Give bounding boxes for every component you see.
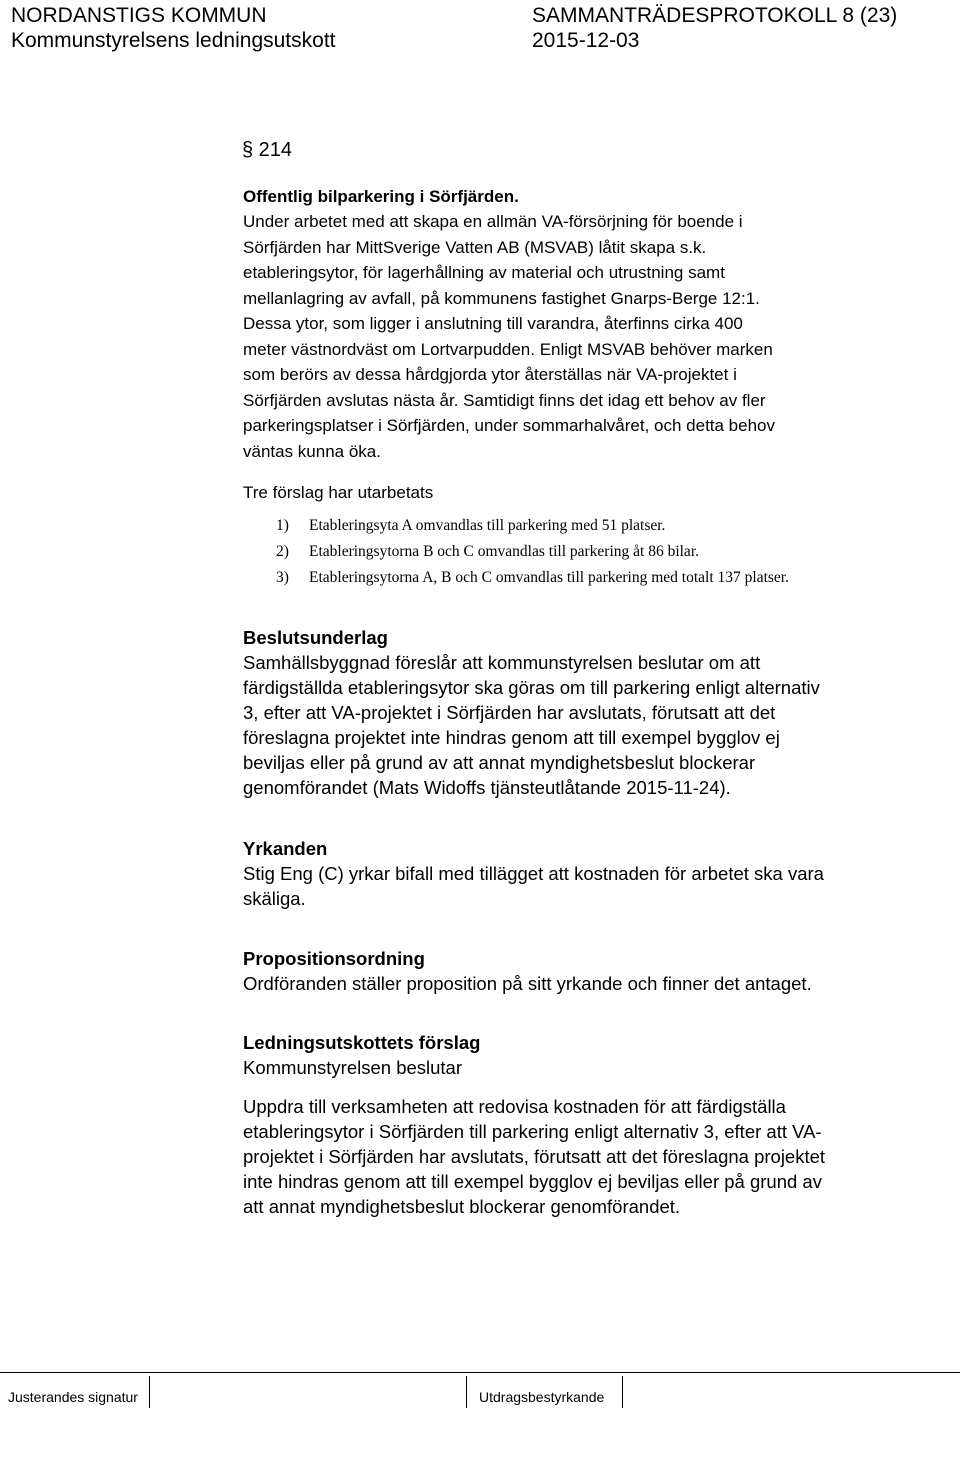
forslag-decision [243,1094,943,1219]
intro-line: Sörfjärden har MittSverige Vatten AB (MSVAB) låtit skapa s.k. [243,237,707,257]
proposals-heading: Tre förslag har utarbetats [243,483,434,502]
protocol-label: SAMMANTRÄDESPROTOKOLL [532,4,837,27]
list-item-number: 3) [276,569,289,586]
text-line: föreslagna projektet inte hindras genom att till exempel bygglov ej [243,727,780,748]
propositionsordning-heading: Propositionsordning [243,948,425,969]
intro-line: Under arbetet med att skapa en allmän VA-försörjning för boende i [243,212,743,231]
text-line: Ordföranden ställer proposition på sitt yrkande och finner det antaget. [243,973,812,994]
committee-name: Kommunstyrelsens ledningsutskott [11,29,336,52]
proposals-list [276,513,789,591]
text-line: Stig Eng (C) yrkar bifall med tillägget att kostnaden för arbetet ska vara [243,863,824,884]
page-number: 8 (23) [842,4,898,27]
list-item-number: 2) [276,543,289,560]
section-title: Offentlig bilparkering i Sörfjärden. [243,187,519,206]
list-item-number: 1) [276,517,289,534]
text-line: att annat myndighetsbeslut blockerar genomförandet. [243,1196,681,1217]
forslag-section [243,1030,943,1080]
list-item-text: Etableringsyta A omvandlas till parkering med 51 platser. [309,517,666,534]
extract-box [622,1376,623,1408]
intro-line: meter västnordväst om Lortvarpudden. Enligt MSVAB behöver marken [243,339,773,359]
text-line: Samhällsbyggnad föreslår att kommunstyrelsen beslutar om att [243,652,761,673]
footer-separator [466,1376,467,1408]
intro-line: väntas kunna öka. [243,441,381,461]
intro-text [243,209,938,464]
list-item [276,565,789,591]
list-item-text: Etableringsytorna B och C omvandlas till parkering åt 86 bilar. [309,543,699,560]
intro-line: mellanlagring av avfall, på kommunens fastighet Gnarps-Berge 12:1. [243,288,760,308]
text-line: genomförandet (Mats Widoffs tjänsteutlåtande 2015-11-24). [243,777,731,798]
list-item [276,539,789,565]
text-line: beviljas eller på grund av att annat myndighetsbeslut blockerar [243,752,756,773]
footer-divider [0,1372,960,1373]
intro-line: Dessa ytor, som ligger i anslutning till varandra, återfinns cirka 400 [243,314,743,333]
text-line: 3, efter att VA-projektet i Sörfjärden har avslutats, förutsatt att det [243,702,776,723]
intro-line: Sörfjärden avslutas nästa år. Samtidigt finns det idag ett behov av fler [243,390,766,410]
list-item [276,513,789,539]
text-line: inte hindras genom att till exempel bygglov ej beviljas eller på grund av [243,1171,822,1192]
extract-label: Utdragsbestyrkande [479,1389,605,1405]
meeting-date: 2015-12-03 [532,29,640,52]
beslutsunderlag-heading: Beslutsunderlag [243,627,388,648]
section-number: § 214 [242,139,293,161]
intro-line: som berörs av dessa hårdgjorda ytor återställas när VA-projektet i [243,365,737,384]
protocol-title [532,4,897,28]
yrkanden-section [243,836,943,911]
yrkanden-heading: Yrkanden [243,838,328,859]
intro-line: etableringsytor, för lagerhållning av material och utrustning samt [243,263,725,282]
forslag-subheading: Kommunstyrelsen beslutar [243,1057,463,1078]
text-line: Uppdra till verksamheten att redovisa kostnaden för att färdigställa [243,1096,786,1117]
list-item-text: Etableringsytorna A, B och C omvandlas till parkering med totalt 137 platser. [309,569,789,586]
text-line: etableringsytor i Sörfjärden till parkering enligt alternativ 3, efter att VA- [243,1121,822,1142]
propositionsordning-section [243,946,943,996]
intro-line: parkeringsplatser i Sörfjärden, under sommarhalvåret, och detta behov [243,416,776,435]
forslag-heading: Ledningsutskottets förslag [243,1032,481,1053]
beslutsunderlag-section [243,625,943,800]
text-line: skäliga. [243,888,306,909]
municipality-name: NORDANSTIGS KOMMUN [11,4,267,27]
text-line: färdigställda etableringsytor ska göras om till parkering enligt alternativ [243,677,820,698]
signature-label: Justerandes signatur [8,1389,138,1405]
text-line: projektet i Sörfjärden har avslutats, förutsatt att det föreslagna projektet [243,1146,826,1167]
